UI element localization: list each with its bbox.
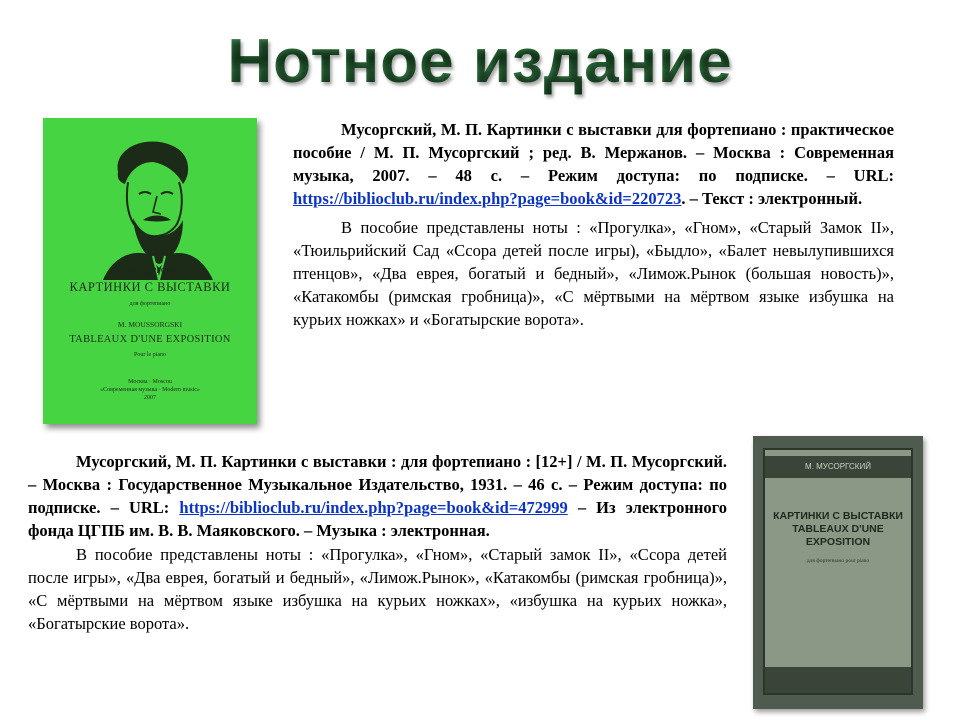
cover-publisher-city: Москва · Moscou <box>128 379 172 385</box>
cover-title-fr: TABLEAUX D'UNE EXPOSITION <box>69 334 231 345</box>
citation-1931-tail: – Из электронного фонда ЦГПБ им. В. В. Маяковского. – Музыка : электронная. <box>28 498 727 540</box>
cover-publisher <box>43 378 257 402</box>
cover2-bottom-band <box>765 667 911 693</box>
bibliographic-entry-2007 <box>293 118 894 331</box>
cover2-title <box>769 510 907 549</box>
description-2007: В пособие представлены ноты : «Прогулка», «Гном», «Старый Замок II», «Тюильрийский Сад «Ссора детей после игры), «Быдло», «Балет невылупившихся птенцов», «Два еврея, богатый и бедный», «Лимож.Рынок (большая новость)», «Катакомбы (римская гробница)», «С мёртвыми на мёртвом языке избушка на курьих ножках» и «Богатырские ворота». <box>293 218 894 329</box>
cover-title-ru: КАРТИНКИ С ВЫСТАВКИ <box>69 280 231 294</box>
citation-2007 <box>293 118 894 210</box>
cover-frame <box>763 448 913 695</box>
biblioclub-link-472999[interactable]: https://biblioclub.ru/index.php?page=book&id=472999 <box>179 498 568 517</box>
cover-publisher-name: «Современная музыка · Modern music» <box>100 387 200 393</box>
cover2-author: М. МУСОРГСКИЙ <box>765 456 911 478</box>
cover-subtitle-fr: Pour le piano <box>134 352 166 358</box>
slide-title: Нотное издание <box>0 22 960 102</box>
cover-year: 2007 <box>144 395 156 401</box>
citation-2007-text: Мусоргский, М. П. Картинки с выставки для фортепиано : практическое пособие / М. П. Мусоргский ; ред. В. Мержанов. – Москва : Современная музыка, 2007. – 48 с. – Режим доступа: по подписке. – URL: <box>293 120 894 185</box>
cover-author-fr: M. MOUSSORGSKI <box>117 320 183 329</box>
biblioclub-link-220723[interactable]: https://biblioclub.ru/index.php?page=book&id=220723 <box>293 189 682 208</box>
citation-1931 <box>28 450 727 542</box>
citation-2007-tail: . – Текст : электронный. <box>681 189 863 208</box>
cover2-title-fr: TABLEAUX D'UNE EXPOSITION <box>792 523 884 548</box>
book-cover-2007 <box>43 118 257 424</box>
cover2-title-ru: КАРТИНКИ С ВЫСТАВКИ <box>773 510 903 522</box>
cover-author-ru: М. МУСОРГСКИЙ <box>116 266 184 275</box>
composer-portrait-image <box>73 132 223 282</box>
cover-subtitle-ru: для фортепиано <box>129 301 171 307</box>
cover2-subtitle: для фортепиано pour piano <box>806 558 870 564</box>
description-1931: В пособие представлены ноты : «Прогулка», «Гном», «Старый замок II», «Ссора детей после игры», «Два еврея, богатый и бедный», «Лимож.Рынок», «Катакомбы (римская гробница)», «С мёртвыми на мёртвом языке избушка на курьих ножках», «избушка на курьих ножка», «Богатырские ворота». <box>28 545 727 633</box>
book-cover-1931 <box>753 436 923 709</box>
bibliographic-entry-1931 <box>28 450 727 635</box>
citation-1931-text: Мусоргский, М. П. Картинки с выставки : для фортепиано : [12+] / М. П. Мусоргский. – Москва : Государственное Музыкальное Издательство, 1931. – 46 с. – Режим доступа: по подписке. – URL: <box>28 452 727 517</box>
